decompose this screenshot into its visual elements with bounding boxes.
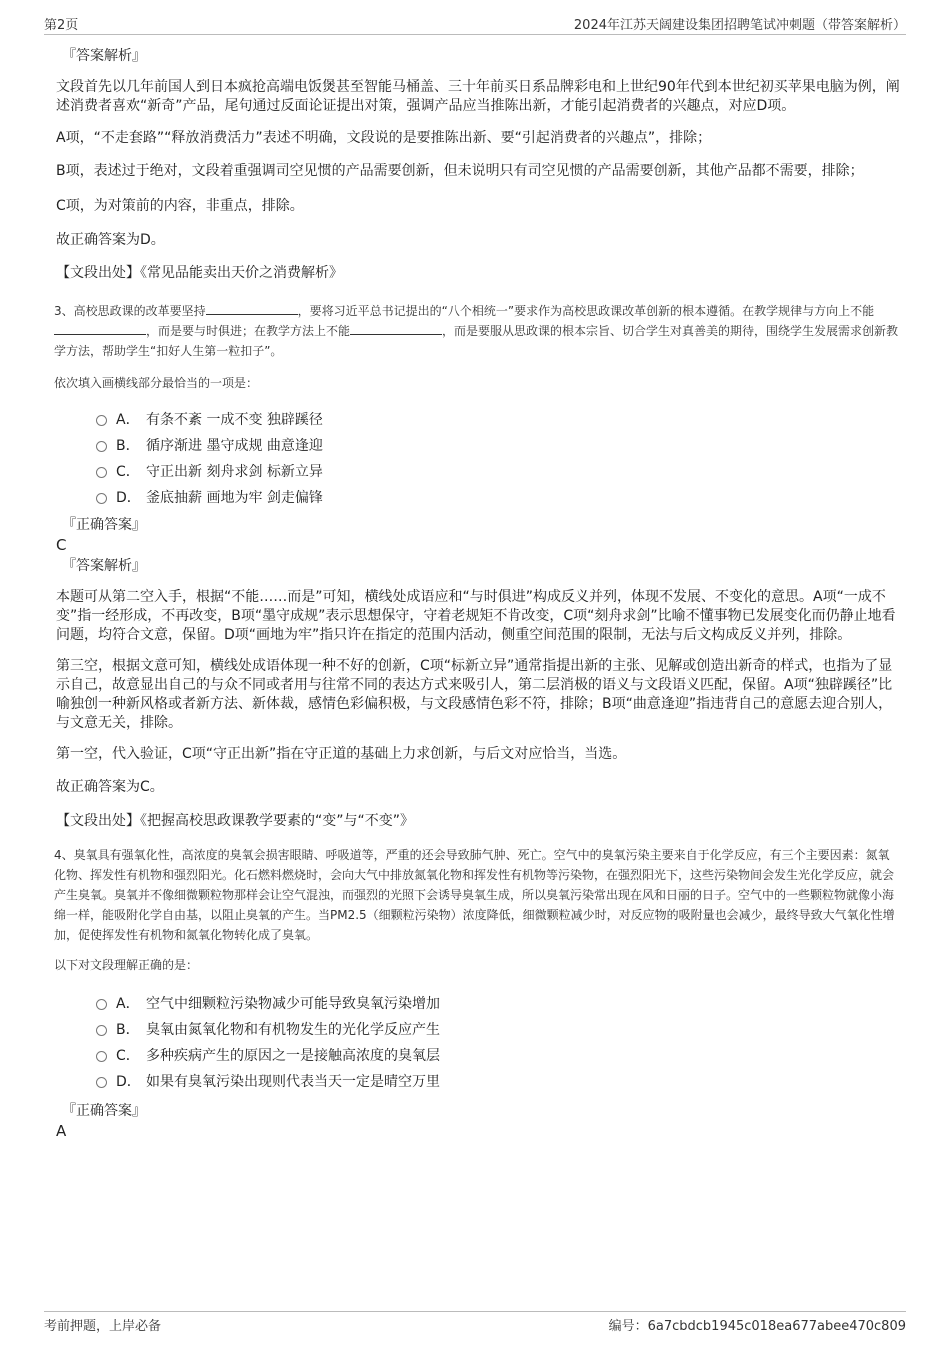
page-header: [44, 12, 906, 35]
q4-option-c[interactable]: C． 多种疾病产生的原因之一是接触高浓度的臭氧层: [56, 1043, 900, 1069]
q3-answer-label: 『正确答案』: [62, 517, 146, 533]
q4-option-a[interactable]: A． 空气中细颗粒污染物减少可能导致臭氧污染增加: [56, 991, 900, 1017]
q4-options: [56, 991, 900, 1095]
q4-answer-label: 『正确答案』: [62, 1103, 146, 1119]
q4-stem: 4、臭氧具有强氧化性，高浓度的臭氧会损害眼睛、呼吸道等，严重的还会导致肺气肿、死亡。空气中的臭氧污染主要来自于化学反应，有三个主要因素：氮氧化物、挥发性有机物和强烈阳光。化石燃料燃烧时，会向大气中排放氮氧化物和挥发性有机物等污染物，在强烈阳光下，这些污染物间会发生光化学反应，就会产生臭氧。臭氧并不像细微颗粒物那样会让空气混浊，而强烈的光照下会诱导臭氧生成，所以臭氧污染常出现在风和日丽的日子。空气中的一些颗粒物就像小海绵一样，能吸附化学自由基，以阻止臭氧的产生。当PM2.5（细颗粒污染物）浓度降低，细微颗粒减少时，对反应物的吸附量也会减少，最终导致大气氧化性增加，促使挥发性有机物和氮氧化物转化成了臭氧。: [54, 848, 895, 942]
q2-analysis-paragraph-1: 文段首先以几年前国人到日本疯抢高端电饭煲甚至智能马桶盖、三十年前买日系品牌彩电和上世纪90年代到本世纪初买苹果电脑为例，阐述消费者喜欢“新奇”产品，尾句通过反面论证提出对策，强调产品应当推陈出新，才能引起消费者的兴趣点，对应D项。: [56, 79, 900, 114]
q3-analysis-paragraph-3: 第一空，代入验证，C项“守正出新”指在守正道的基础上力求创新，与后文对应恰当，当选。: [56, 746, 627, 762]
page-footer: [44, 1311, 906, 1332]
q3-option-c[interactable]: C． 守正出新 刻舟求剑 标新立异: [56, 459, 900, 485]
radio-icon[interactable]: [96, 999, 107, 1010]
radio-icon[interactable]: [96, 1077, 107, 1088]
footer-slogan: 考前押题，上岸必备: [44, 1319, 162, 1334]
q2-analysis-paragraph-2: A项，“不走套路”“释放消费活力”表述不明确，文段说的是要推陈出新、要“引起消费者的兴趣点”，排除；: [56, 130, 712, 146]
radio-icon[interactable]: [96, 467, 107, 478]
q3-analysis-label: 『答案解析』: [62, 558, 146, 574]
radio-icon[interactable]: [96, 1025, 107, 1036]
q3-options: [56, 407, 900, 511]
q3-conclusion: 故正确答案为C。: [56, 779, 164, 795]
q4-answer: A: [56, 1122, 67, 1140]
radio-icon[interactable]: [96, 493, 107, 504]
q3-option-d[interactable]: D． 釜底抽薪 画地为牢 剑走偏锋: [56, 485, 900, 511]
document-id: 编号：6a7cbdcb1945c018ea677abee470c809: [608, 1319, 906, 1334]
q3-option-a[interactable]: A． 有条不紊 一成不变 独辟蹊径: [56, 407, 900, 433]
q3-blank-3: [350, 322, 442, 335]
q3-option-b[interactable]: B． 循序渐进 墨守成规 曲意逢迎: [56, 433, 900, 459]
radio-icon[interactable]: [96, 415, 107, 426]
page-number: 第2页: [44, 18, 79, 33]
page-content: [56, 46, 900, 1140]
document-title: 2024年江苏天阔建设集团招聘笔试冲刺题（带答案解析）: [573, 18, 906, 33]
q2-analysis-paragraph-3: B项，表述过于绝对，文段着重强调司空见惯的产品需要创新，但未说明只有司空见惯的产品需要创新，其他产品都不需要，排除；: [56, 163, 864, 179]
q2-source: 【文段出处】《常见品能卖出天价之消费解析》: [56, 265, 343, 281]
q3-blank-2: [54, 322, 146, 335]
q3-stem: 3、高校思政课的改革要坚持 ，要将习近平总书记提出的“八个相统一”要求作为高校思政课改革创新的根本遵循。在教学规律与方向上不能，而是要与时俱进；在教学方法上不能 ，而是要服从思政课的根本宗旨、切合学生对真善美的期待，围绕学生发展需求创新教学方法，帮助学生“扣好人生第一粒扣子”。: [54, 304, 899, 358]
q2-analysis-label: 『答案解析』: [62, 48, 146, 64]
q4-prompt: 以下对文段理解正确的是：: [54, 958, 199, 972]
q3-prompt: 依次填入画横线部分最恰当的一项是：: [54, 376, 259, 390]
radio-icon[interactable]: [96, 1051, 107, 1062]
q3-analysis-paragraph-1: 本题可从第二空入手，根据“不能……而是”可知，横线处成语应和“与时俱进”构成反义并列，体现不发展、不变化的意思。A项“一成不变”指一经形成，不再改变，B项“墨守成规”表示思想保守，守着老规矩不肯改变，C项“刻舟求剑”比喻不懂事物已发展变化而仍静止地看问题，均符合文意，保留。D项“画地为牢”指只许在指定的范围内活动，侧重空间范围的限制，无法与后文构成反义并列，排除。: [56, 589, 896, 643]
q3-blank-1: [206, 302, 298, 315]
q3-analysis-paragraph-2: 第三空，根据文意可知，横线处成语体现一种不好的创新，C项“标新立异”通常指提出新的主张、见解或创造出新奇的样式，也指为了显示自己，故意显出自己的与众不同或者用与往常不同的表达方式来吸引人，第二层消极的语义与文段语义匹配，保留。A项“独辟蹊径”比喻独创一种新风格或者新方法、新体裁，感情色彩偏积极，与文段感情色彩不符，排除；B项“曲意逢迎”指违背自己的意愿去迎合别人，与文意无关，排除。: [56, 658, 893, 731]
q2-conclusion: 故正确答案为D。: [56, 232, 165, 248]
q3-answer: C: [56, 536, 67, 554]
q2-analysis-paragraph-4: C项，为对策前的内容，非重点，排除。: [56, 198, 304, 214]
q4-option-d[interactable]: D． 如果有臭氧污染出现则代表当天一定是晴空万里: [56, 1069, 900, 1095]
q3-source: 【文段出处】《把握高校思政课教学要素的“变”与“不变”》: [56, 813, 415, 829]
radio-icon[interactable]: [96, 441, 107, 452]
q4-option-b[interactable]: B． 臭氧由氮氧化物和有机物发生的光化学反应产生: [56, 1017, 900, 1043]
